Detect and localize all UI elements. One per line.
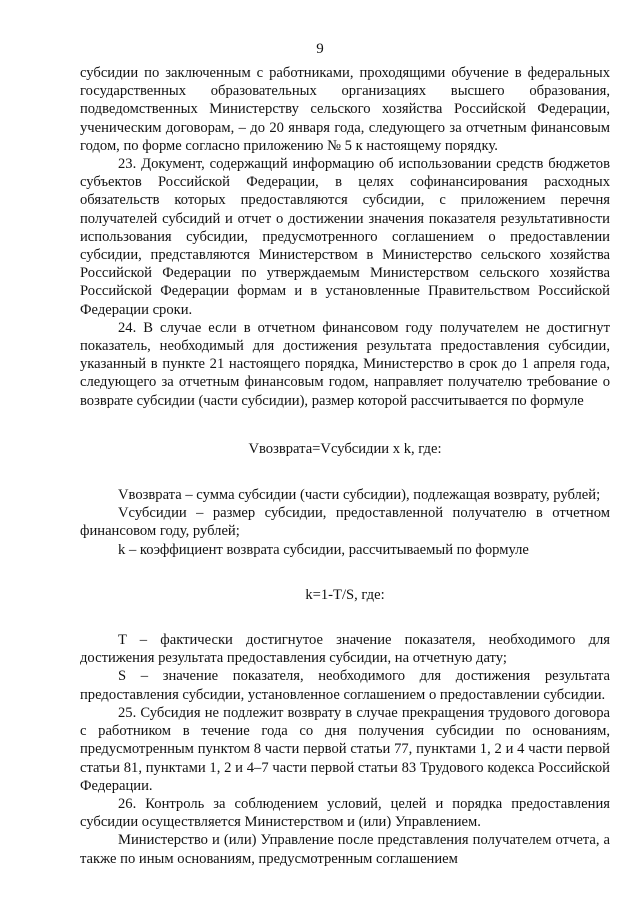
paragraph-24: 24. В случае если в отчетном финансовом году получателем не достигнут показатель, необходимый для достижения результата предоставления субсидии, указанный в пункте 21 настоящего порядка, Министерство в срок до 1 апреля года, следующего за отчетным финансовым годом, направляет получателю требование о возврате субсидии (части субсидии), размер которой рассчитывается по формуле	[80, 319, 610, 409]
document-body	[80, 64, 610, 868]
paragraph-25: 25. Субсидия не подлежит возврату в случае прекращения трудового договора с работником в течение года со дня получения субсидии по основаниям, предусмотренным пунктом 8 части первой статьи 77, пунктами 1, 2 и 4 части первой статьи 81, пунктами 1, 2 и 4–7 части первой статьи 83 Трудового кодекса Российской Федерации.	[80, 704, 610, 794]
paragraph-continuation: субсидии по заключенным с работниками, проходящими обучение в федеральных государственных образовательных организациях высшего образования, подведомственных Министерству сельского хозяйства Российской Федерации, ученическим договорам, – до 20 января года, следующего за отчетным финансовым годом, по форме согласно приложению № 5 к настоящему порядку.	[80, 65, 610, 154]
definition-t: T – фактически достигнутое значение показателя, необходимого для достижения результата предоставления субсидии, на отчетную дату;	[80, 632, 610, 667]
definition-s: S – значение показателя, необходимого для достижения результата предоставления субсидии, установленное соглашением о предоставлении субсидии.	[80, 668, 610, 703]
formula-coefficient: k=1-T/S, где:	[305, 586, 385, 603]
paragraph-26: 26. Контроль за соблюдением условий, целей и порядка предоставления субсидии осуществляется Министерством и (или) Управлением.	[80, 795, 610, 831]
definition-v-subsidy: Vсубсидии – размер субсидии, предоставленной получателю в отчетном финансовом году, рублей;	[80, 505, 610, 540]
paragraph-final: Министерство и (или) Управление после представления получателем отчета, а также по иным основаниям, предусмотренным соглашением	[80, 832, 610, 867]
definition-k: k – коэффициент возврата субсидии, рассчитываемый по формуле	[118, 541, 529, 558]
paragraph-23: 23. Документ, содержащий информацию об использовании средств бюджетов субъектов Российской Федерации, в целях софинансирования расходных обязательств которых предоставляются субсидии, с приложением перечня получателей субсидий и отчет о достижении значения показателя результативности использования субсидии, предусмотренного соглашением о предоставлении субсидии, представляются Министерством в Министерство сельского хозяйства Российской Федерации по утверждаемым Министерством сельского хозяйства Российской Федерации формам и в установленные Правительством Российской Федерации сроки.	[80, 156, 610, 318]
formula-return-amount: Vвозврата=Vсубсидии x k, где:	[248, 440, 442, 457]
definition-v-return: Vвозврата – сумма субсидии (части субсидии), подлежащая возврату, рублей;	[118, 487, 601, 504]
page-number: 9	[316, 41, 324, 57]
